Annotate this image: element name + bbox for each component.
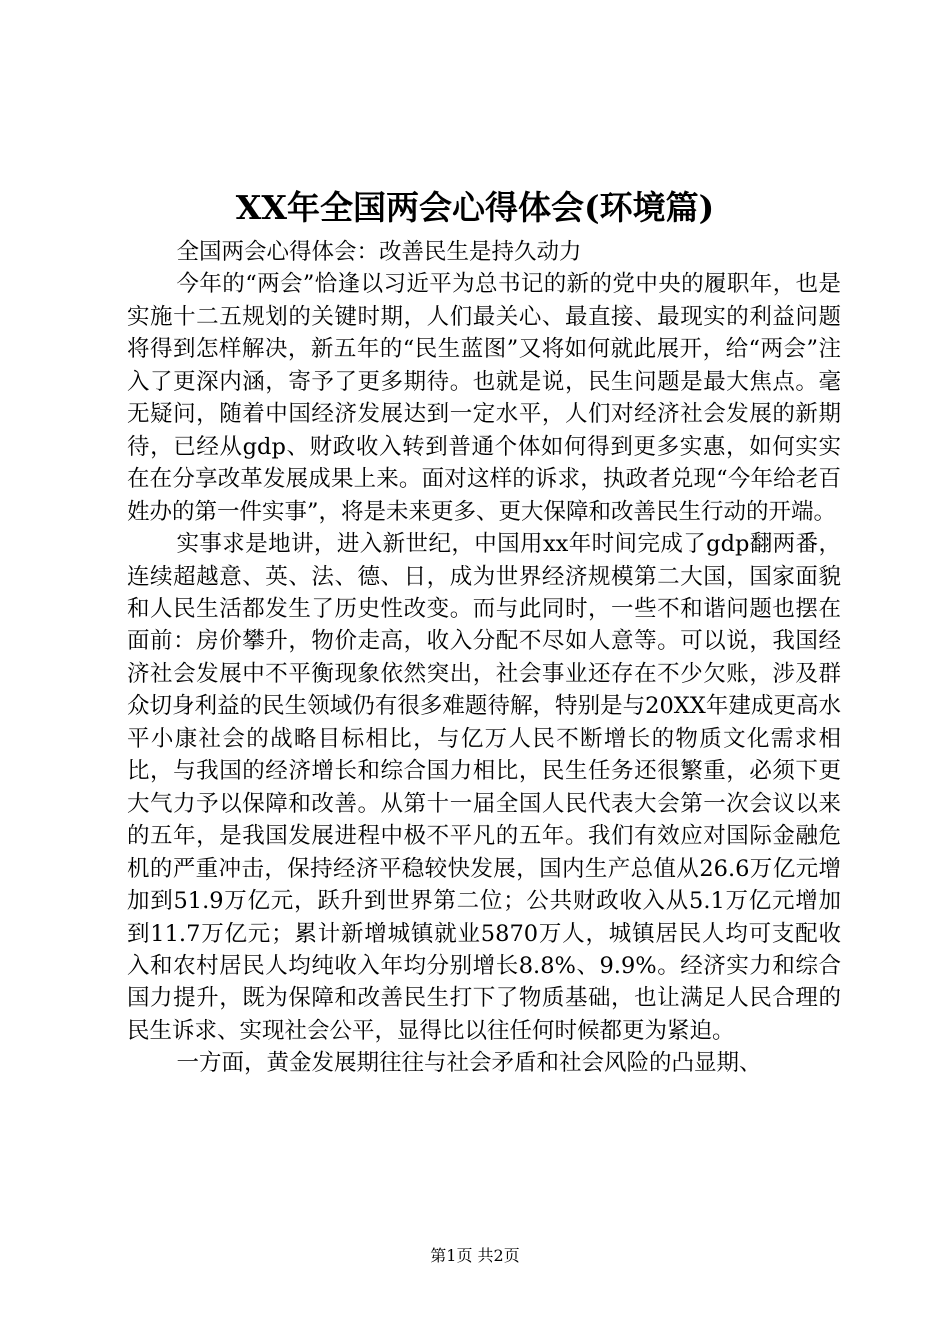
paragraph-subtitle: 全国两会心得体会：改善民生是持久动力 bbox=[176, 239, 582, 265]
page-footer: 第1页 共2页 bbox=[430, 1246, 520, 1265]
paragraph: 实事求是地讲，进入新世纪，中国用xx年时间完成了gdp翻两番，连续超越意、英、法、德、日，成为世界经济规模第二大国，国家面貌和人民生活都发生了历史性改变。而与此同时，一些不和谐问题也摆在面前：房价攀升，物价走高，收入分配不尽如人意等。可以说，我国经济社会发展中不平衡现象依然突出，社会事业还存在不少欠账，涉及群众切身利益的民生领域仍有很多难题待解，特别是与20XX年建成更高水平小康社会的战略目标相比，与亿万人民不断增长的物质文化需求相比，与我国的经济增长和综合国力相比，民生任务还很繁重，必须下更大气力予以保障和改善。从第十一届全国人民代表大会第一次会议以来的五年，是我国发展进程中极不平凡的五年。我们有效应对国际金融危机的严重冲击，保持经济平稳较快发展，国内生产总值从26.6万亿元增加到51.9万亿元，跃升到世界第二位；公共财政收入从5.1万亿元增加到11.7万亿元；累计新增城镇就业5870万人，城镇居民人均可支配收入和农村居民人均纯收入年均分别增长8.8%、9.9%。经济实力和综合国力提升，既为保障和改善民生打下了物质基础，也让满足人民合理的民生诉求、实现社会公平，显得比以往任何时候都更为紧迫。 bbox=[127, 531, 841, 1044]
document-body bbox=[127, 236, 841, 1080]
document-title: XX年全国两会心得体会(环境篇) bbox=[235, 188, 715, 227]
paragraph: 今年的“两会”恰逢以习近平为总书记的新的党中央的履职年，也是实施十二五规划的关键时期，人们最关心、最直接、最现实的利益问题将得到怎样解决，新五年的“民生蓝图”又将如何就此展开，给“两会”注入了更深内涵，寄予了更多期待。也就是说，民生问题是最大焦点。毫无疑问，随着中国经济发展达到一定水平，人们对经济社会发展的新期待，已经从gdp、财政收入转到普通个体如何得到更多实惠，如何实实在在分享改革发展成果上来。面对这样的诉求，执政者兑现“今年给老百姓办的第一件实事”，将是未来更多、更大保障和改善民生行动的开端。 bbox=[127, 271, 841, 525]
paragraph: 一方面，黄金发展期往往与社会矛盾和社会风险的凸显期、 bbox=[176, 1050, 762, 1077]
